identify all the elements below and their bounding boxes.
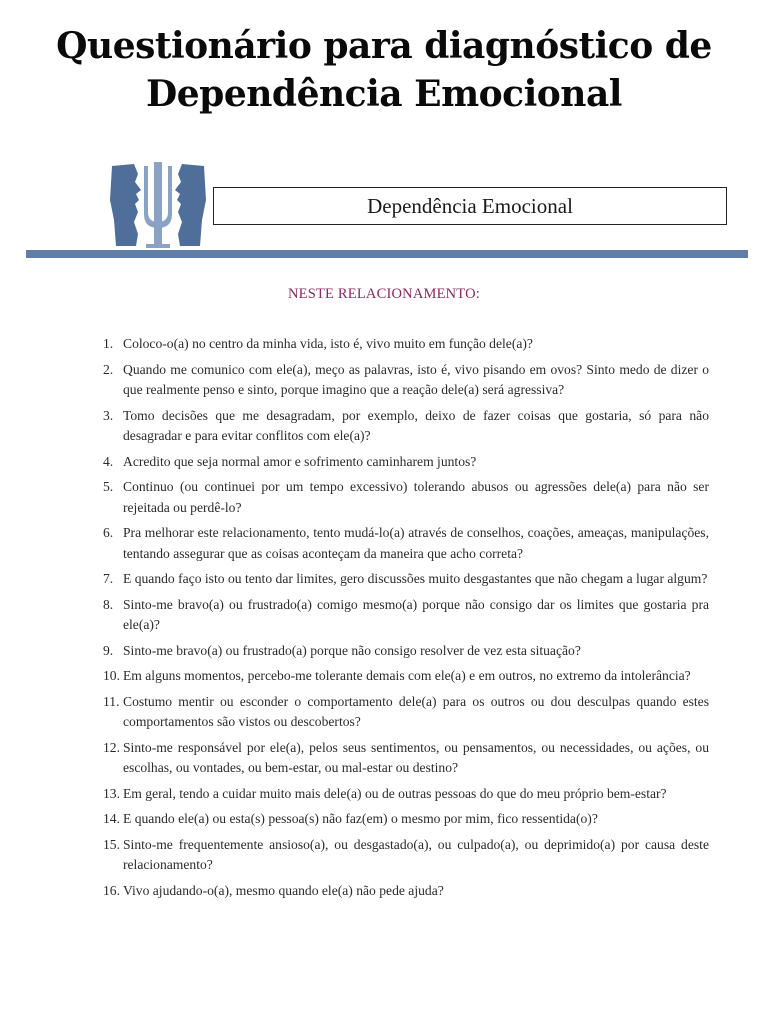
header-box: [213, 187, 727, 225]
question-text: Coloco-o(a) no centro da minha vida, isto é, vivo muito em função dele(a)?: [123, 336, 533, 351]
question-item: [103, 738, 709, 779]
question-item: [103, 569, 709, 590]
header-divider-bar: [26, 250, 748, 258]
question-number: 7.: [103, 571, 114, 586]
question-number: 1.: [103, 336, 114, 351]
question-item: [103, 334, 709, 355]
question-item: [103, 692, 709, 733]
question-text: Vivo ajudando-o(a), mesmo quando ele(a) não pede ajuda?: [123, 882, 444, 898]
question-text: Sinto-me bravo(a) ou frustrado(a) porque não consigo resolver de vez esta situação?: [123, 642, 581, 658]
question-number: 5.: [103, 479, 114, 494]
question-text: E quando ele(a) ou esta(s) pessoa(s) não faz(em) o mesmo por mim, fico ressentida(o)?: [123, 811, 598, 826]
psi-logo-icon: [108, 160, 208, 252]
question-text: Quando me comunico com ele(a), meço as palavras, isto é, vivo pisando em ovos? Sinto medo de dizer o que realmente penso e sinto, porque imagino que a reação dele(a) será agressiva?: [123, 361, 709, 397]
question-text: Tomo decisões que me desagradam, por exemplo, deixo de fazer coisas que gostaria, só para não desagradar e para evitar conflitos com ele(a)?: [123, 407, 709, 443]
question-item: [103, 784, 709, 805]
question-number: 12.: [103, 739, 120, 755]
question-item: [103, 595, 709, 636]
question-number: 6.: [103, 525, 114, 540]
question-item: [103, 809, 709, 830]
question-text: Sinto-me frequentemente ansioso(a), ou desgastado(a), ou culpado(a), ou deprimido(a) por causa deste relacionamento?: [123, 836, 709, 872]
question-text: Costumo mentir ou esconder o comportamento dele(a) para os outros ou dou desculpas quando estes comportamentos são vistos ou descobertos?: [123, 693, 709, 729]
question-text: Sinto-me responsável por ele(a), pelos seus sentimentos, ou pensamentos, ou necessidades, ou ações, ou escolhas, ou vontades, ou bem-estar, ou mal-estar ou destino?: [123, 739, 709, 775]
question-number: 13.: [103, 785, 120, 801]
question-item: [103, 452, 709, 473]
question-text: Acredito que seja normal amor e sofrimento caminharem juntos?: [123, 453, 477, 469]
question-item: [103, 881, 709, 902]
question-text: Sinto-me bravo(a) ou frustrado(a) comigo mesmo(a) porque não consigo dar os limites que gostaria pra ele(a)?: [123, 596, 709, 632]
question-number: 8.: [103, 596, 114, 612]
page-title-line-2: Dependência Emocional: [146, 73, 622, 115]
page-title-line-1: Questionário para diagnóstico de: [56, 25, 712, 67]
question-item: [103, 666, 709, 687]
question-text: Em alguns momentos, percebo-me tolerante demais com ele(a) e em outros, no extremo da intolerância?: [123, 668, 691, 683]
question-number: 15.: [103, 836, 120, 852]
question-number: 14.: [103, 811, 120, 826]
question-number: 11.: [103, 693, 120, 709]
question-item: [103, 477, 709, 518]
question-text: E quando faço isto ou tento dar limites, gero discussões muito desgastantes que não chegam a lugar algum?: [123, 571, 708, 586]
question-item: [103, 835, 709, 876]
question-number: 16.: [103, 882, 120, 898]
question-text: Pra melhorar este relacionamento, tento mudá-lo(a) através de conselhos, coações, ameaças, manipulações, tentando assegurar que as coisas aconteçam da maneira que acho correta?: [123, 525, 709, 561]
question-list: [103, 334, 709, 906]
page-title: [0, 22, 768, 118]
question-item: [103, 641, 709, 662]
question-number: 10.: [103, 668, 120, 683]
question-item: [103, 523, 709, 564]
question-item: [103, 406, 709, 447]
question-text: Continuo (ou continuei por um tempo excessivo) tolerando abusos ou agressões dele(a) para não ser rejeitada ou perdê-lo?: [123, 479, 709, 515]
question-number: 9.: [103, 642, 114, 658]
question-item: [103, 360, 709, 401]
question-number: 3.: [103, 407, 114, 423]
question-number: 2.: [103, 361, 114, 377]
section-heading: NESTE RELACIONAMENTO:: [287, 286, 481, 302]
question-number: 4.: [103, 453, 114, 469]
header-box-label: Dependência Emocional: [367, 193, 573, 218]
question-text: Em geral, tendo a cuidar muito mais dele(a) ou de outras pessoas do que do meu próprio bem-estar?: [123, 785, 667, 801]
